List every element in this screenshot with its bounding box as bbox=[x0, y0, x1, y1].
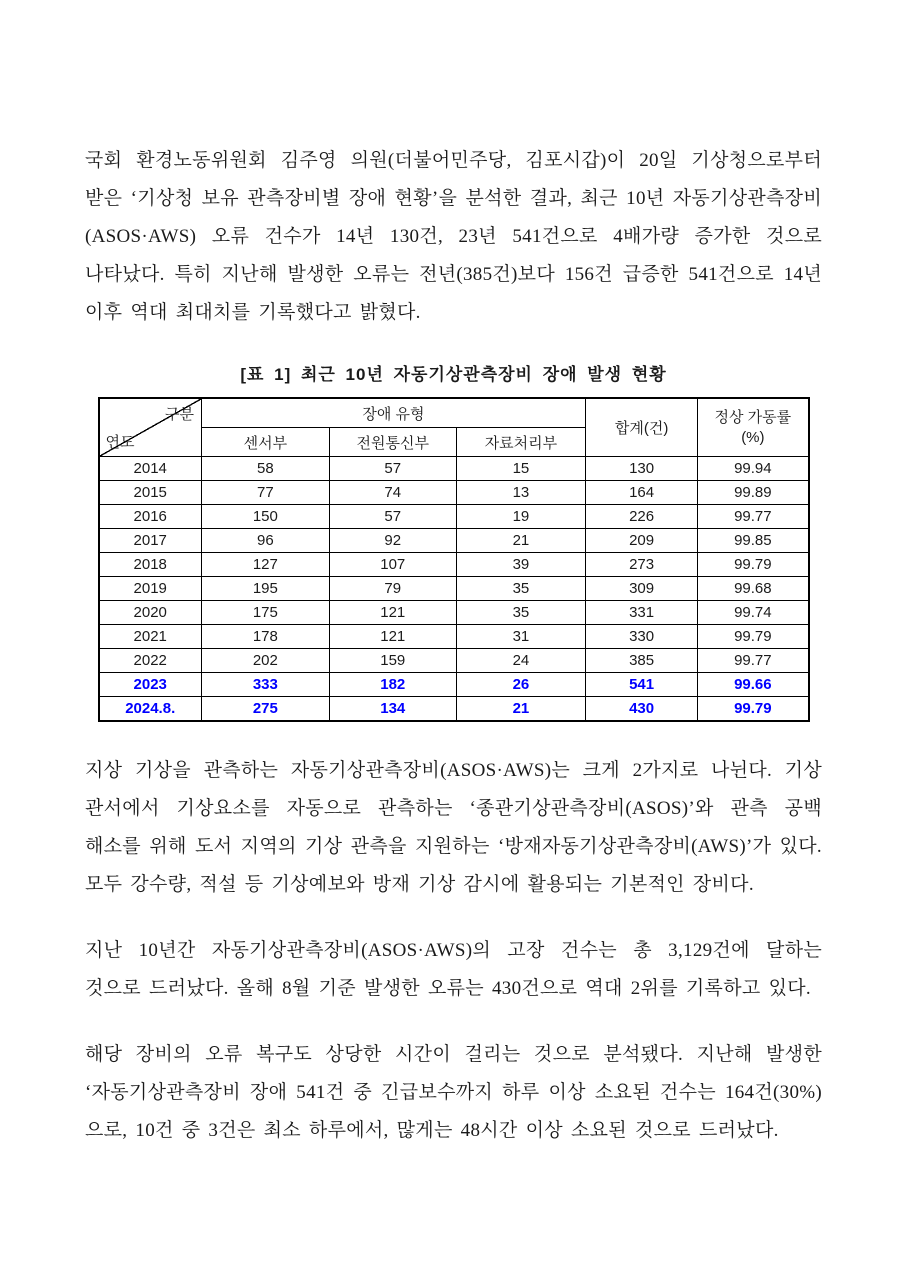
cell-rate: 99.68 bbox=[698, 577, 809, 601]
cell-data-processing: 39 bbox=[456, 553, 585, 577]
cell-sensor: 202 bbox=[201, 649, 329, 673]
cell-data-processing: 21 bbox=[456, 529, 585, 553]
cell-year: 2014 bbox=[99, 457, 202, 481]
rate-label-line1: 정상 가동률 bbox=[714, 408, 792, 426]
cell-total: 130 bbox=[586, 457, 698, 481]
paragraph-equipment-types: 지상 기상을 관측하는 자동기상관측장비(ASOS·AWS)는 크게 2가지로 나뉜다. 기상 관서에서 기상요소를 자동으로 관측하는 ‘종관기상관측장비(ASOS)’와 관측 공백 해소를 위해 도서 지역의 기상 관측을 지원하는 ‘방재자동기상관측장비(AWS)’가 있다. 모두 강수량, 적설 등 기상예보와 방재 기상 감시에 활용되는 기본적인 장비다. bbox=[85, 760, 822, 895]
table-header bbox=[99, 398, 809, 457]
cell-total: 309 bbox=[586, 577, 698, 601]
table-row-2019 bbox=[99, 577, 809, 601]
cell-total: 385 bbox=[586, 649, 698, 673]
cell-total: 330 bbox=[586, 625, 698, 649]
cell-year: 2022 bbox=[99, 649, 202, 673]
cell-power-comm: 121 bbox=[329, 625, 456, 649]
header-power-comm: 전원통신부 bbox=[329, 428, 456, 457]
header-failure-type-group: 장애 유형 bbox=[201, 398, 585, 428]
cell-year: 2024.8. bbox=[99, 697, 202, 722]
cell-data-processing: 24 bbox=[456, 649, 585, 673]
cell-sensor: 150 bbox=[201, 505, 329, 529]
cell-sensor: 175 bbox=[201, 601, 329, 625]
cell-year: 2021 bbox=[99, 625, 202, 649]
cell-power-comm: 121 bbox=[329, 601, 456, 625]
cell-total: 430 bbox=[586, 697, 698, 722]
cell-data-processing: 15 bbox=[456, 457, 585, 481]
cell-total: 273 bbox=[586, 553, 698, 577]
failure-status-table bbox=[98, 397, 810, 722]
cell-power-comm: 182 bbox=[329, 673, 456, 697]
cell-rate: 99.77 bbox=[698, 505, 809, 529]
cell-year: 2017 bbox=[99, 529, 202, 553]
cell-rate: 99.66 bbox=[698, 673, 809, 697]
cell-sensor: 96 bbox=[201, 529, 329, 553]
table-row-2015 bbox=[99, 481, 809, 505]
cell-power-comm: 74 bbox=[329, 481, 456, 505]
cell-rate: 99.79 bbox=[698, 553, 809, 577]
cell-sensor: 275 bbox=[201, 697, 329, 722]
header-sensor: 센서부 bbox=[201, 428, 329, 457]
table-body bbox=[99, 457, 809, 722]
cell-power-comm: 57 bbox=[329, 505, 456, 529]
table-row-2020 bbox=[99, 601, 809, 625]
cell-total: 209 bbox=[586, 529, 698, 553]
cell-total: 331 bbox=[586, 601, 698, 625]
cell-year: 2023 bbox=[99, 673, 202, 697]
cell-data-processing: 31 bbox=[456, 625, 585, 649]
cell-total: 226 bbox=[586, 505, 698, 529]
corner-label-category: 구분 bbox=[164, 406, 194, 423]
table-row-2024-8 bbox=[99, 697, 809, 722]
corner-label-year: 연도 bbox=[105, 434, 135, 451]
paragraph-recovery-time: 해당 장비의 오류 복구도 상당한 시간이 걸리는 것으로 분석됐다. 지난해 발생한 ‘자동기상관측장비 장애 541건 중 긴급보수까지 하루 이상 소요된 건수는 164건(30%)으로, 10건 중 3건은 최소 하루에서, 많게는 48시간 이상 소요된 것으로 드러났다. bbox=[85, 1044, 822, 1141]
cell-data-processing: 26 bbox=[456, 673, 585, 697]
paragraph-intro: 국회 환경노동위원회 김주영 의원(더불어민주당, 김포시갑)이 20일 기상청으로부터 받은 ‘기상청 보유 관측장비별 장애 현황’을 분석한 결과, 최근 10년 자동기상관측장비(ASOS·AWS) 오류 건수가 14년 130건, 23년 541건으로 4배가량 증가한 것으로 나타났다. 특히 지난해 발생한 오류는 전년(385건)보다 156건 급증한 541건으로 14년 이후 역대 최대치를 기록했다고 밝혔다. bbox=[85, 150, 822, 323]
cell-rate: 99.85 bbox=[698, 529, 809, 553]
cell-sensor: 195 bbox=[201, 577, 329, 601]
cell-data-processing: 13 bbox=[456, 481, 585, 505]
cell-sensor: 333 bbox=[201, 673, 329, 697]
paragraph-total-failures: 지난 10년간 자동기상관측장비(ASOS·AWS)의 고장 건수는 총 3,129건에 달하는 것으로 드러났다. 올해 8월 기준 발생한 오류는 430건으로 역대 2위를 기록하고 있다. bbox=[85, 940, 822, 999]
cell-year: 2018 bbox=[99, 553, 202, 577]
cell-data-processing: 35 bbox=[456, 577, 585, 601]
cell-sensor: 127 bbox=[201, 553, 329, 577]
table-row-2021 bbox=[99, 625, 809, 649]
header-data-processing: 자료처리부 bbox=[456, 428, 585, 457]
cell-sensor: 178 bbox=[201, 625, 329, 649]
cell-sensor: 77 bbox=[201, 481, 329, 505]
table-row-2018 bbox=[99, 553, 809, 577]
cell-data-processing: 19 bbox=[456, 505, 585, 529]
cell-power-comm: 92 bbox=[329, 529, 456, 553]
cell-year: 2020 bbox=[99, 601, 202, 625]
header-total: 합계(건) bbox=[586, 398, 698, 457]
cell-rate: 99.74 bbox=[698, 601, 809, 625]
table-row-2017 bbox=[99, 529, 809, 553]
cell-power-comm: 159 bbox=[329, 649, 456, 673]
header-normal-operation-rate bbox=[698, 398, 809, 457]
cell-year: 2019 bbox=[99, 577, 202, 601]
table-row-2023 bbox=[99, 673, 809, 697]
cell-rate: 99.79 bbox=[698, 625, 809, 649]
cell-data-processing: 21 bbox=[456, 697, 585, 722]
cell-total: 541 bbox=[586, 673, 698, 697]
rate-label-line2: (%) bbox=[741, 428, 765, 446]
cell-year: 2015 bbox=[99, 481, 202, 505]
cell-rate: 99.79 bbox=[698, 697, 809, 722]
cell-power-comm: 79 bbox=[329, 577, 456, 601]
cell-rate: 99.94 bbox=[698, 457, 809, 481]
table-row-2022 bbox=[99, 649, 809, 673]
cell-year: 2016 bbox=[99, 505, 202, 529]
cell-total: 164 bbox=[586, 481, 698, 505]
cell-data-processing: 35 bbox=[456, 601, 585, 625]
cell-power-comm: 107 bbox=[329, 553, 456, 577]
table-title: [표 1] 최근 10년 자동기상관측장비 장애 발생 현황 bbox=[240, 365, 667, 384]
cell-rate: 99.89 bbox=[698, 481, 809, 505]
cell-power-comm: 57 bbox=[329, 457, 456, 481]
cell-rate: 99.77 bbox=[698, 649, 809, 673]
table-row-2014 bbox=[99, 457, 809, 481]
cell-power-comm: 134 bbox=[329, 697, 456, 722]
header-row-1 bbox=[99, 398, 809, 428]
table-row-2016 bbox=[99, 505, 809, 529]
table-corner-cell bbox=[99, 398, 202, 457]
cell-sensor: 58 bbox=[201, 457, 329, 481]
